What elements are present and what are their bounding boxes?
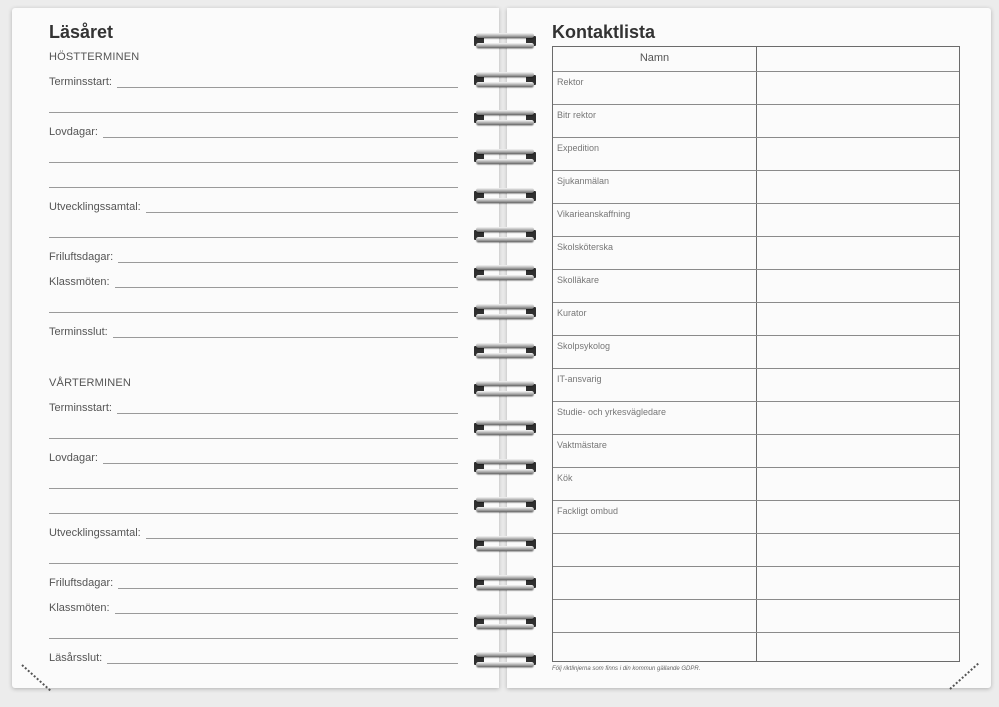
table-row-divider — [553, 170, 959, 171]
spiral-ring — [472, 147, 538, 167]
contact-table — [552, 46, 960, 662]
contact-row-label: Skolläkare — [557, 275, 600, 285]
table-row-divider — [553, 434, 959, 435]
rule-line[interactable] — [49, 112, 458, 113]
spiral-ring — [472, 495, 538, 515]
spiral-ring — [472, 70, 538, 90]
table-row-divider — [553, 269, 959, 270]
table-row-divider — [553, 500, 959, 501]
contact-row-label: Kök — [557, 473, 573, 483]
rule-line[interactable] — [49, 663, 458, 664]
gdpr-footnote: Följ riktlinjerna som finns i din kommun gällande GDPR. — [552, 666, 701, 672]
autumn-outdoor-days-label: Friluftsdagar: — [49, 251, 118, 263]
contact-row-label: Fackligt ombud — [557, 506, 619, 516]
spiral-ring — [472, 457, 538, 477]
table-row-divider — [553, 203, 959, 204]
rule-line[interactable] — [49, 638, 458, 639]
spiral-ring — [472, 186, 538, 206]
spiral-ring — [472, 379, 538, 399]
table-row-divider — [553, 71, 959, 72]
autumn-term-heading: HÖSTTERMINEN — [49, 51, 140, 63]
contact-row-label: Skolsköterska — [557, 242, 614, 252]
contact-row-label: Expedition — [557, 143, 600, 153]
page-title-kontaktlista: Kontaktlista — [552, 22, 656, 42]
spiral-ring — [472, 341, 538, 361]
rule-line[interactable] — [49, 237, 458, 238]
contact-row-label: Vaktmästare — [557, 440, 607, 450]
contact-row-label: IT-ansvarig — [557, 374, 602, 384]
table-row-divider — [553, 533, 959, 534]
autumn-term-start-label: Terminsstart: — [49, 76, 117, 88]
spiral-ring — [472, 534, 538, 554]
contact-row-label: Vikarieanskaffning — [557, 209, 631, 219]
rule-line[interactable] — [49, 438, 458, 439]
rule-line[interactable] — [49, 513, 458, 514]
table-row-divider — [553, 599, 959, 600]
spring-term-heading: VÅRTERMINEN — [49, 377, 132, 389]
table-row-divider — [553, 104, 959, 105]
spring-development-talks-label: Utvecklingssamtal: — [49, 527, 146, 539]
rule-line[interactable] — [49, 137, 458, 138]
spiral-ring — [472, 225, 538, 245]
rule-line[interactable] — [49, 488, 458, 489]
contact-row-label: Rektor — [557, 77, 584, 87]
table-row-divider — [553, 566, 959, 567]
rule-line[interactable] — [49, 463, 458, 464]
autumn-class-meetings-label: Klassmöten: — [49, 276, 115, 288]
spiral-ring — [472, 263, 538, 283]
rule-line[interactable] — [49, 162, 458, 163]
autumn-term-end-label: Terminsslut: — [49, 326, 113, 338]
spiral-ring — [472, 650, 538, 670]
rule-line[interactable] — [49, 563, 458, 564]
school-year-end-label: Läsårsslut: — [49, 652, 107, 664]
contact-row-label: Kurator — [557, 308, 587, 318]
table-row-divider — [553, 401, 959, 402]
table-row-divider — [553, 335, 959, 336]
spiral-ring — [472, 31, 538, 51]
spiral-ring — [472, 573, 538, 593]
table-row-divider — [553, 632, 959, 633]
contact-row-label: Studie- och yrkesvägledare — [557, 407, 667, 417]
contact-row-label: Skolpsykolog — [557, 341, 611, 351]
spring-holidays-label: Lovdagar: — [49, 452, 103, 464]
spring-class-meetings-label: Klassmöten: — [49, 602, 115, 614]
table-row-divider — [553, 368, 959, 369]
spiral-ring — [472, 418, 538, 438]
table-row-divider — [553, 302, 959, 303]
table-row-divider — [553, 467, 959, 468]
page-title-lasaret: Läsåret — [49, 22, 114, 42]
name-column-header: Namn — [639, 52, 670, 64]
spiral-ring — [472, 612, 538, 632]
table-row-divider — [553, 236, 959, 237]
spiral-ring — [472, 302, 538, 322]
spring-term-start-label: Terminsstart: — [49, 402, 117, 414]
autumn-development-talks-label: Utvecklingssamtal: — [49, 201, 146, 213]
rule-line[interactable] — [49, 187, 458, 188]
contact-row-label: Bitr rektor — [557, 110, 597, 120]
rule-line[interactable] — [49, 312, 458, 313]
table-row-divider — [553, 137, 959, 138]
contact-row-label: Sjukanmälan — [557, 176, 610, 186]
spring-outdoor-days-label: Friluftsdagar: — [49, 577, 118, 589]
spiral-ring — [472, 108, 538, 128]
autumn-holidays-label: Lovdagar: — [49, 126, 103, 138]
column-divider — [756, 47, 757, 661]
